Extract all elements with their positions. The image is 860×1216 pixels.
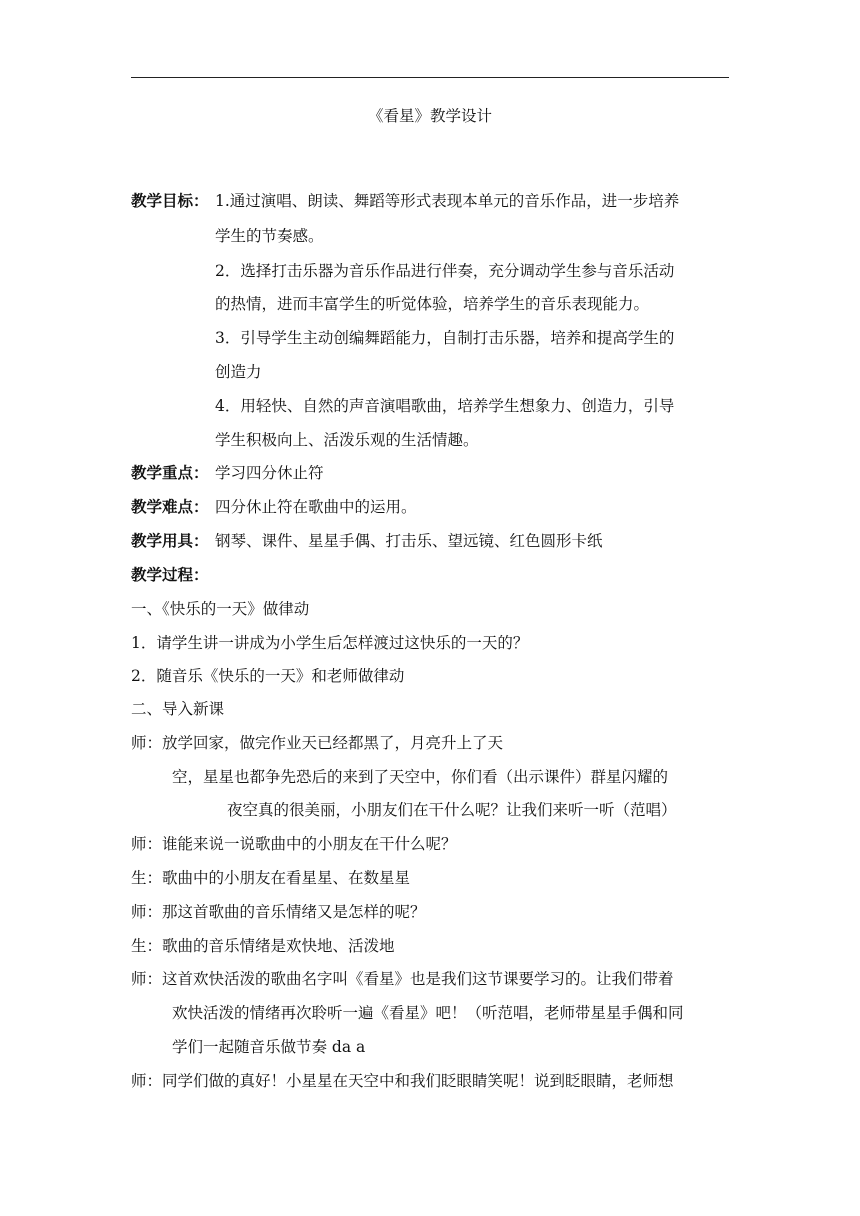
objective-4-line-1: 4．用轻快、自然的声音演唱歌曲，培养学生想象力、创造力，引导 [215,397,675,415]
process-label: 教学过程： [131,566,209,584]
difficulty-text: 四分休止符在歌曲中的运用。 [215,498,417,516]
teacher-line-5: 师：同学们做的真好！小星星在天空中和我们眨眼睛笑呢！说到眨眼睛，老师想 [131,1072,674,1090]
teacher-line-4: 师：这首欢快活泼的歌曲名字叫《看星》也是我们这节课要学习的。让我们带着 [131,970,674,988]
student-line-2: 生：歌曲的音乐情绪是欢快地、活泼地 [131,937,395,955]
teacher-line-1-cont-2: 夜空真的很美丽，小朋友们在干什么呢？让我们来听一听（范唱） [227,801,677,819]
header-rule [131,77,729,78]
objectives-label: 教学目标： [131,192,209,210]
teacher-line-4-cont: 欢快活泼的情绪再次聆听一遍《看星》吧！（听范唱，老师带星星手偶和同 [172,1004,684,1022]
objective-1-line-1: 1.通过演唱、朗读、舞蹈等形式表现本单元的音乐作品，进一步培养 [215,192,680,210]
objective-2-line-1: 2．选择打击乐器为音乐作品进行伴奏，充分调动学生参与音乐活动 [215,262,675,280]
tools-label: 教学用具： [131,532,209,550]
section-1-item-2: 2．随音乐《快乐的一天》和老师做律动 [131,667,405,685]
objective-4-line-2: 学生积极向上、活泼乐观的生活情趣。 [215,431,479,449]
student-line-1: 生：歌曲中的小朋友在看星星、在数星星 [131,869,411,887]
section-1-item-1: 1．请学生讲一讲成为小学生后怎样渡过这快乐的一天的？ [131,634,529,652]
teacher-line-1: 师：放学回家，做完作业天已经都黑了，月亮升上了天 [131,734,504,752]
teacher-line-2: 师：谁能来说一说歌曲中的小朋友在干什么呢？ [131,835,457,853]
teacher-line-3: 师：那这首歌曲的音乐情绪又是怎样的呢？ [131,903,426,921]
teacher-line-1-cont: 空，星星也都争先恐后的来到了天空中，你们看（出示课件）群星闪耀的 [172,768,669,786]
key-point-text: 学习四分休止符 [215,464,324,482]
difficulty-label: 教学难点： [131,498,209,516]
section-1-title: 一、《快乐的一天》做律动 [131,600,310,618]
document-title: 《看星》教学设计 [367,107,492,125]
objective-3-line-1: 3．引导学生主动创编舞蹈能力，自制打击乐器，培养和提高学生的 [215,329,675,347]
section-2-title: 二、导入新课 [131,700,225,718]
teacher-line-4-cont-2: 学们一起随音乐做节奏 da a [172,1038,366,1056]
objective-2-line-2: 的热情，进而丰富学生的听觉体验，培养学生的音乐表现能力。 [215,295,650,313]
tools-text: 钢琴、课件、星星手偶、打击乐、望远镜、红色圆形卡纸 [215,532,603,550]
objective-1-line-2: 学生的节奏感。 [215,227,324,245]
objective-3-line-2: 创造力 [215,363,262,381]
key-point-label: 教学重点： [131,464,209,482]
